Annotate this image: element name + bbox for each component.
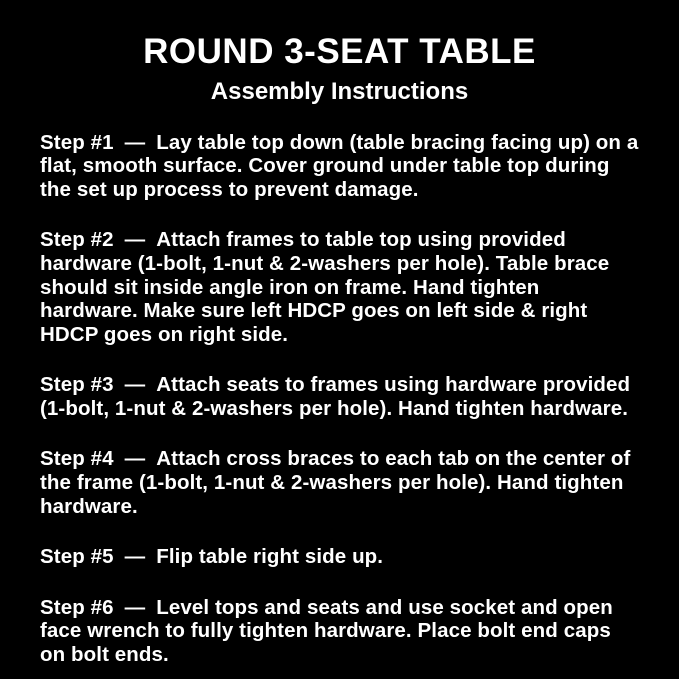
step-1-text: Lay table top down (table bracing facing up) on a flat, smooth surface. Cover ground under table top during the set up process to prevent damage. [40,130,639,201]
step-5-label: Step #5 [40,545,114,569]
step-3-label: Step #3 [40,373,114,397]
step-2-label: Step #2 [40,228,114,252]
step-4 [40,447,639,518]
page-subtitle: Assembly Instructions [210,77,469,105]
step-4-text: Attach cross braces to each tab on the center of the frame (1-bolt, 1-nut & 2-washers per hole). Hand tighten hardware. [40,447,631,518]
step-5-text: Flip table right side up. [156,545,384,569]
step-6 [40,596,639,667]
step-3 [40,373,639,420]
step-3-separator: — [124,373,146,397]
step-2-separator: — [124,228,146,252]
step-6-text: Level tops and seats and use socket and open face wrench to fully tighten hardware. Place bolt end caps on bolt ends. [40,595,613,666]
step-2-text: Attach frames to table top using provided hardware (1-bolt, 1-nut & 2-washers per hole). Table brace should sit inside angle iron on frame. Hand tighten hardware. Make sure left HDCP goes on left side & right HDCP goes on right side. [40,228,610,346]
page-title: ROUND 3-SEAT TABLE [143,32,536,71]
step-6-separator: — [124,595,146,619]
step-1-label: Step #1 [40,130,114,154]
step-5 [40,545,639,569]
step-4-separator: — [124,447,146,471]
step-5-separator: — [124,545,146,569]
step-4-label: Step #4 [40,447,114,471]
step-3-text: Attach seats to frames using hardware provided (1-bolt, 1-nut & 2-washers per hole). Hand tighten hardware. [40,373,631,420]
step-1-separator: — [124,130,146,154]
step-2 [40,228,639,346]
step-6-label: Step #6 [40,595,114,619]
steps-list [40,131,639,667]
step-1 [40,131,639,202]
